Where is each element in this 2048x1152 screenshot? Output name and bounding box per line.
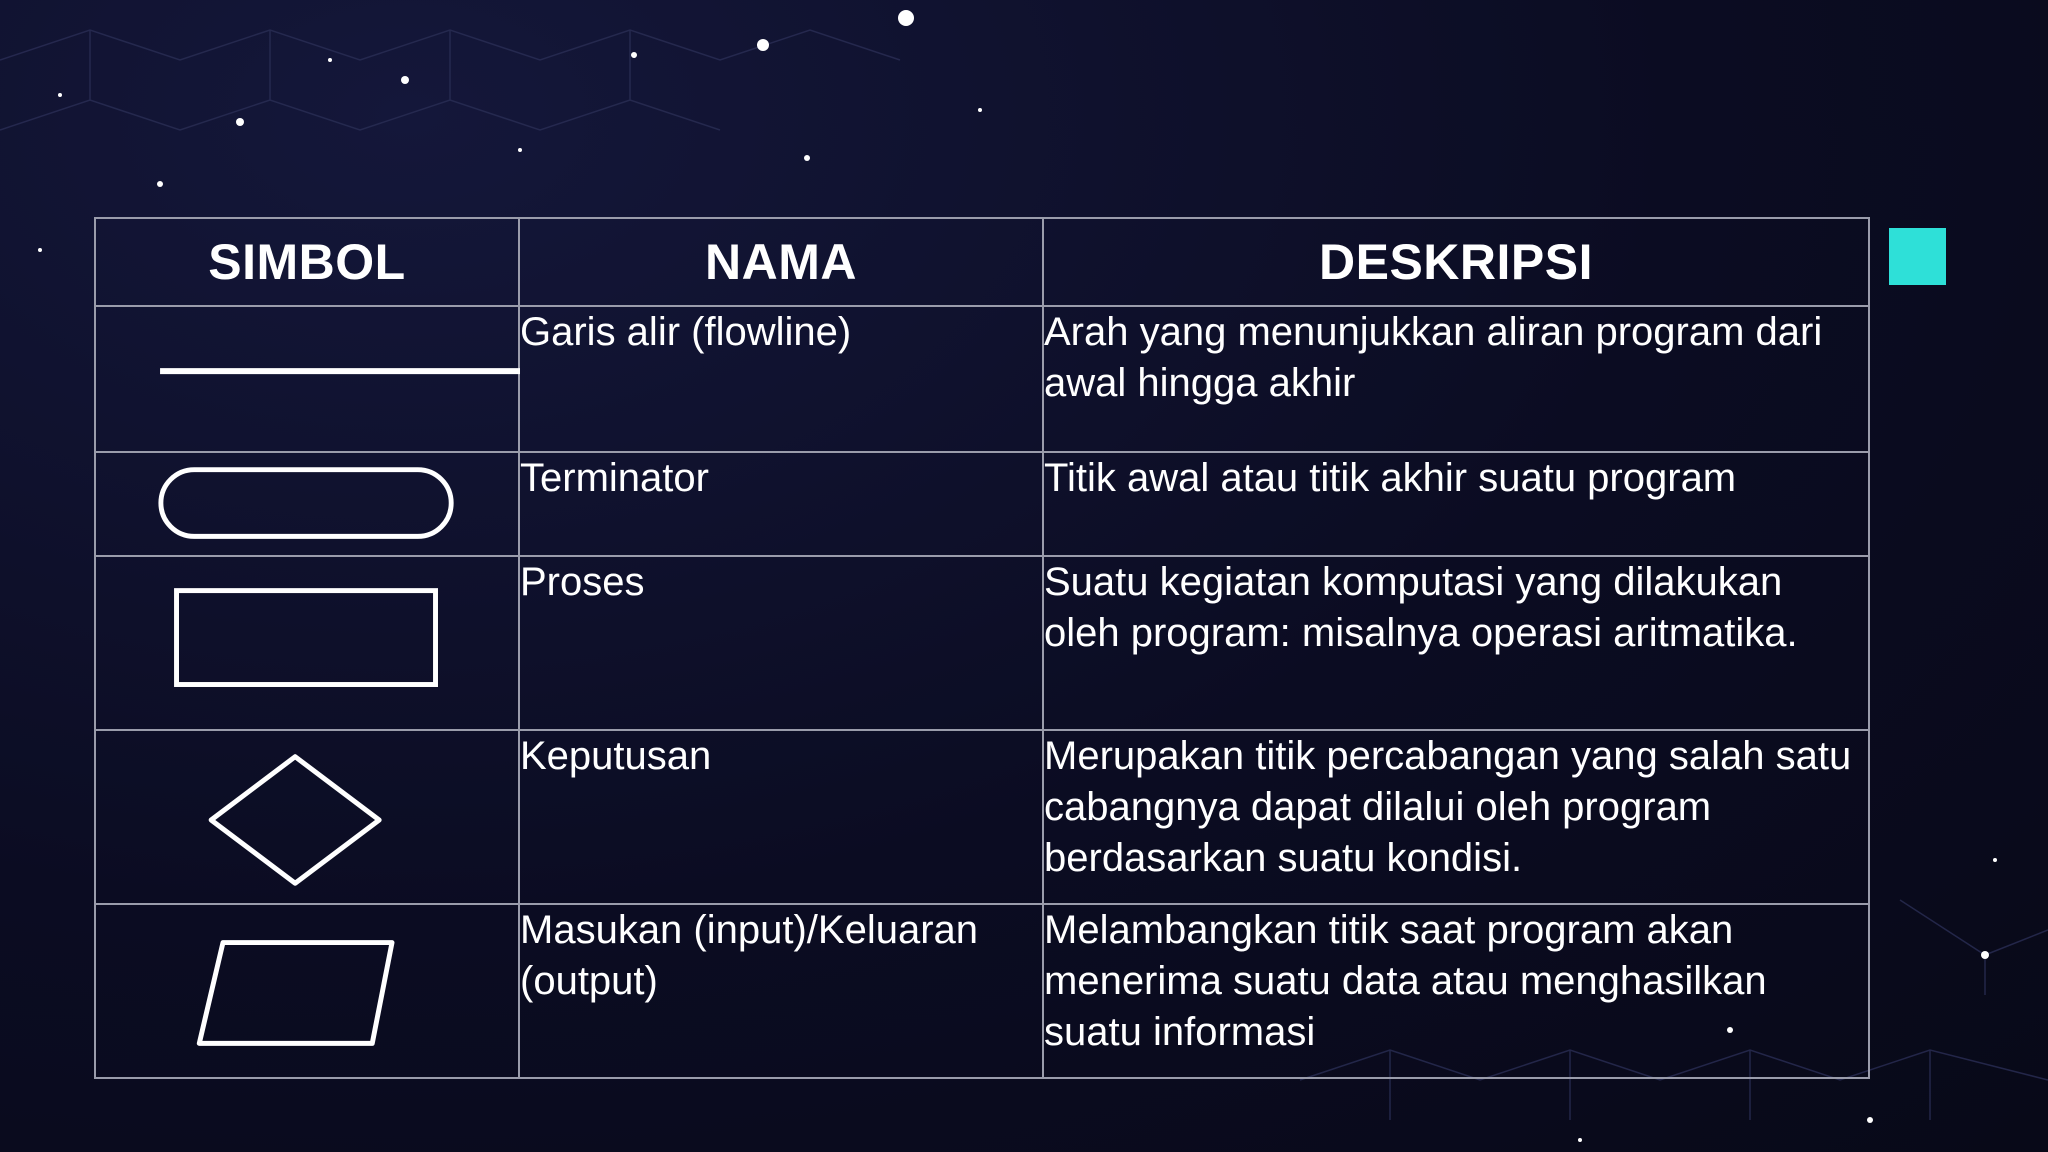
header-description: DESKRIPSI <box>1043 218 1869 306</box>
header-symbol: SIMBOL <box>95 218 519 306</box>
symbol-cell <box>95 452 519 556</box>
header-name: NAMA <box>519 218 1043 306</box>
description-cell: Titik awal atau titik akhir suatu program <box>1043 452 1869 556</box>
name-cell: Proses <box>519 556 1043 730</box>
symbol-cell <box>95 306 519 452</box>
symbol-cell <box>95 904 519 1078</box>
description-cell: Merupakan titik percabangan yang salah satu cabangnya dapat dilalui oleh program berdasarkan suatu kondisi. <box>1043 730 1869 904</box>
symbol-cell <box>95 730 519 904</box>
table-row <box>95 556 1869 730</box>
process-rectangle-icon <box>96 557 520 729</box>
table-row <box>95 904 1869 1078</box>
accent-square <box>1889 228 1946 285</box>
description-cell: Suatu kegiatan komputasi yang dilakukan oleh program: misalnya operasi aritmatika. <box>1043 556 1869 730</box>
arrow-right-icon <box>96 307 520 451</box>
name-cell: Garis alir (flowline) <box>519 306 1043 452</box>
description-cell: Arah yang menunjukkan aliran program dari awal hingga akhir <box>1043 306 1869 452</box>
name-cell: Masukan (input)/Keluaran (output) <box>519 904 1043 1078</box>
table-row <box>95 306 1869 452</box>
symbol-cell <box>95 556 519 730</box>
table-row <box>95 452 1869 556</box>
decision-diamond-icon <box>96 731 520 903</box>
description-cell: Melambangkan titik saat program akan menerima suatu data atau menghasilkan suatu informasi <box>1043 904 1869 1078</box>
terminator-icon <box>96 453 520 555</box>
name-cell: Terminator <box>519 452 1043 556</box>
flowchart-symbols-table <box>94 217 1870 1079</box>
table-row <box>95 730 1869 904</box>
table-header-row <box>95 218 1869 306</box>
name-cell: Keputusan <box>519 730 1043 904</box>
input-output-parallelogram-icon <box>96 905 520 1077</box>
